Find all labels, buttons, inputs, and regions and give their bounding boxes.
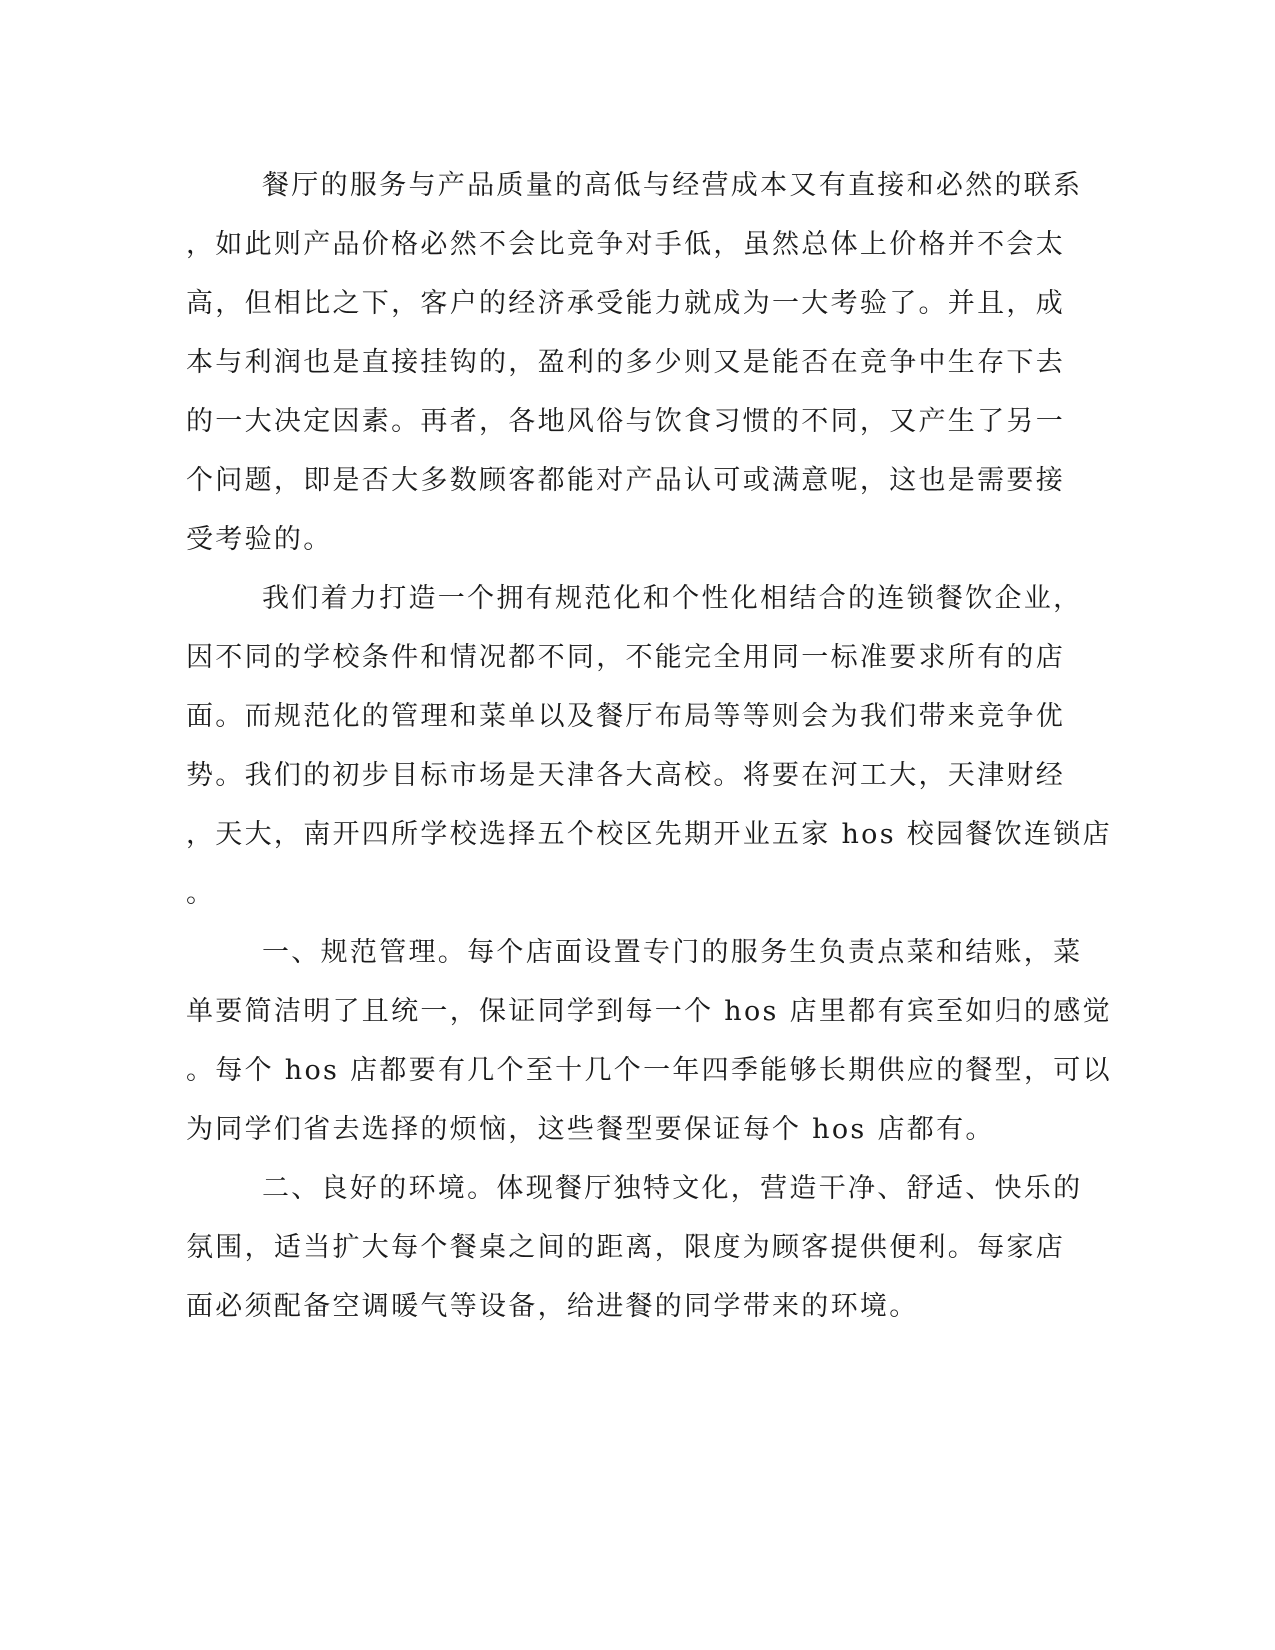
paragraph-4-line-3: 面必须配备空调暖气等设备，给进餐的同学带来的环境。 [186,1291,919,1322]
paragraph-4-line-1: 二、良好的环境。体现餐厅独特文化，营造干净、舒适、快乐的 [262,1173,1083,1204]
paragraph-4-line-2: 氛围，适当扩大每个餐桌之间的距离，限度为顾客提供便利。每家店 [186,1232,1065,1263]
paragraph-2-line-5: ，天大，南开四所学校选择五个校区先期开业五家 hos 校园餐饮连锁店 [186,819,1112,850]
paragraph-2-line-3: 面。而规范化的管理和菜单以及餐厅布局等等则会为我们带来竞争优 [186,701,1065,732]
paragraph-2-line-6: 。 [186,878,216,909]
paragraph-1-line-4: 本与利润也是直接挂钩的，盈利的多少则又是能否在竞争中生存下去 [186,347,1065,378]
paragraph-1-line-5: 的一大决定因素。再者，各地风俗与饮食习惯的不同，又产生了另一 [186,406,1065,437]
paragraph-3-line-4: 为同学们省去选择的烦恼，这些餐型要保证每个 hos 店都有。 [186,1114,995,1145]
paragraph-2-line-2: 因不同的学校条件和情况都不同，不能完全用同一标准要求所有的店 [186,642,1065,673]
paragraph-1-line-2: ，如此则产品价格必然不会比竞争对手低，虽然总体上价格并不会太 [186,229,1065,260]
document-body [186,0,1112,1650]
paragraph-1-line-7: 受考验的。 [186,524,333,555]
paragraph-3-line-3: 。每个 hos 店都要有几个至十几个一年四季能够长期供应的餐型，可以 [186,1055,1112,1086]
paragraph-2-line-4: 势。我们的初步目标市场是天津各大高校。将要在河工大，天津财经 [186,760,1065,791]
paragraph-3-line-2: 单要简洁明了且统一，保证同学到每一个 hos 店里都有宾至如归的感觉 [186,996,1112,1027]
paragraph-3-line-1: 一、规范管理。每个店面设置专门的服务生负责点菜和结账，菜 [262,937,1083,968]
paragraph-1-line-6: 个问题，即是否大多数顾客都能对产品认可或满意呢，这也是需要接 [186,465,1065,496]
paragraph-1-line-3: 高，但相比之下，客户的经济承受能力就成为一大考验了。并且，成 [186,288,1065,319]
paragraph-1-line-1: 餐厅的服务与产品质量的高低与经营成本又有直接和必然的联系 [262,170,1083,201]
paragraph-2-line-1: 我们着力打造一个拥有规范化和个性化相结合的连锁餐饮企业， [262,583,1083,614]
